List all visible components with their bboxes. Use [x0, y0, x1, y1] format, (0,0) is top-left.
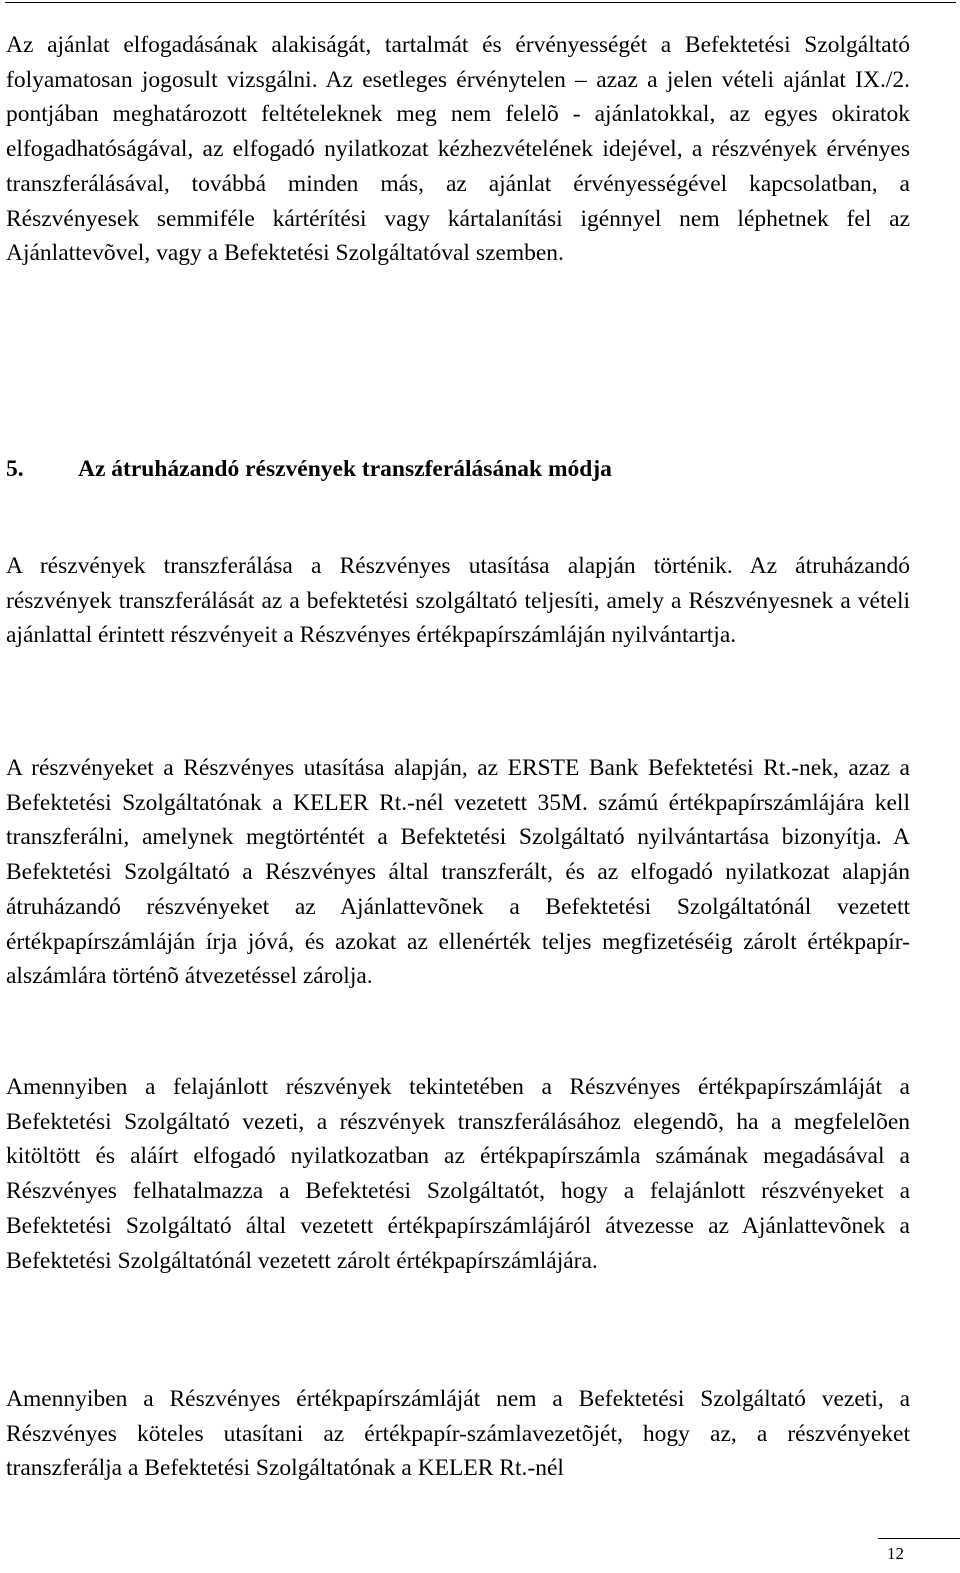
- page-number: 12: [887, 1544, 904, 1563]
- paragraph-other-account-holder: Amennyiben a Részvényes értékpapírszámláját nem a Befektetési Szolgáltató vezeti, a Részvényes köteles utasítani az értékpapír-számlavezetõjét, hogy az, a részvényeket transzferálja a Befektetési Szolgáltatónak a KELER Rt.-nél: [6, 1386, 910, 1482]
- paragraph-offered-shares: Amennyiben a felajánlott részvények tekintetében a Részvényes értékpapírszámláját a Befektetési Szolgáltató vezeti, a részvények transzferálásához elegendõ, ha a megfelelõen kitöltött és aláírt elfogadó nyilatkozatban az értékpapírszámla számának megadásával a Részvényes felhatalmazza a Befektetési Szolgáltatót, hogy a felajánlott részvényeket a Befektetési Szolgáltató által vezetett értékpapírszámlájáról átvezesse az Ajánlattevõnek a Befektetési Szolgáltatónál vezetett zárolt értékpapírszámlájára.: [6, 1074, 910, 1274]
- paragraph-erste-account: A részvényeket a Részvényes utasítása alapján, az ERSTE Bank Befektetési Rt.-nek, azaz a Befektetési Szolgáltatónak a KELER Rt.-nél vezetett 35M. számú értékpapírszámlájára kell transzferálni, amelynek megtörténtét a Befektetési Szolgáltató nyilvántartása bizonyítja. A Befektetési Szolgáltató a Részvényes által transzferált, és az elfogadó nyilatkozat alapján átruházandó részvényeket az Ajánlattevõnek a Befektetési Szolgáltatónál vezetett értékpapírszámláján írja jóvá, és azokat az ellenérték teljes megfizetéséig zárolt értékpapír-alszámlára történõ átvezetéssel zárolja.: [6, 755, 910, 990]
- paragraph-share-transfer: A részvények transzferálása a Részvényes utasítása alapján történik. Az átruházandó részvények transzferálását az a befektetési szolgáltató teljesíti, amely a Részvényesnek a vételi ajánlattal érintett részvényeit a Részvényes értékpapírszámláján nyilvántartja.: [6, 553, 910, 649]
- section-number: 5.: [6, 456, 24, 482]
- section-title: Az átruházandó részvények transzferálásának módja: [78, 456, 612, 482]
- footer-rule: [878, 1538, 960, 1539]
- section-heading: [6, 452, 612, 487]
- header-rule: [5, 2, 956, 3]
- paragraph-offer-acceptance: Az ajánlat elfogadásának alakiságát, tartalmát és érvényességét a Befektetési Szolgáltató folyamatosan jogosult vizsgálni. Az esetleges érvénytelen – azaz a jelen vételi ajánlat IX./2. pontjában meghatározott feltételeknek meg nem felelõ - ajánlatokkal, az egyes okiratok elfogadhatóságával, az elfogadó nyilatkozat kézhezvételének idejével, a részvények érvényes transzferálásával, továbbá minden más, az ajánlat érvényességével kapcsolatban, a Részvényesek semmiféle kártérítési vagy kártalanítási igénnyel nem léphetnek fel az Ajánlattevõvel, vagy a Befektetési Szolgáltatóval szemben.: [6, 32, 910, 267]
